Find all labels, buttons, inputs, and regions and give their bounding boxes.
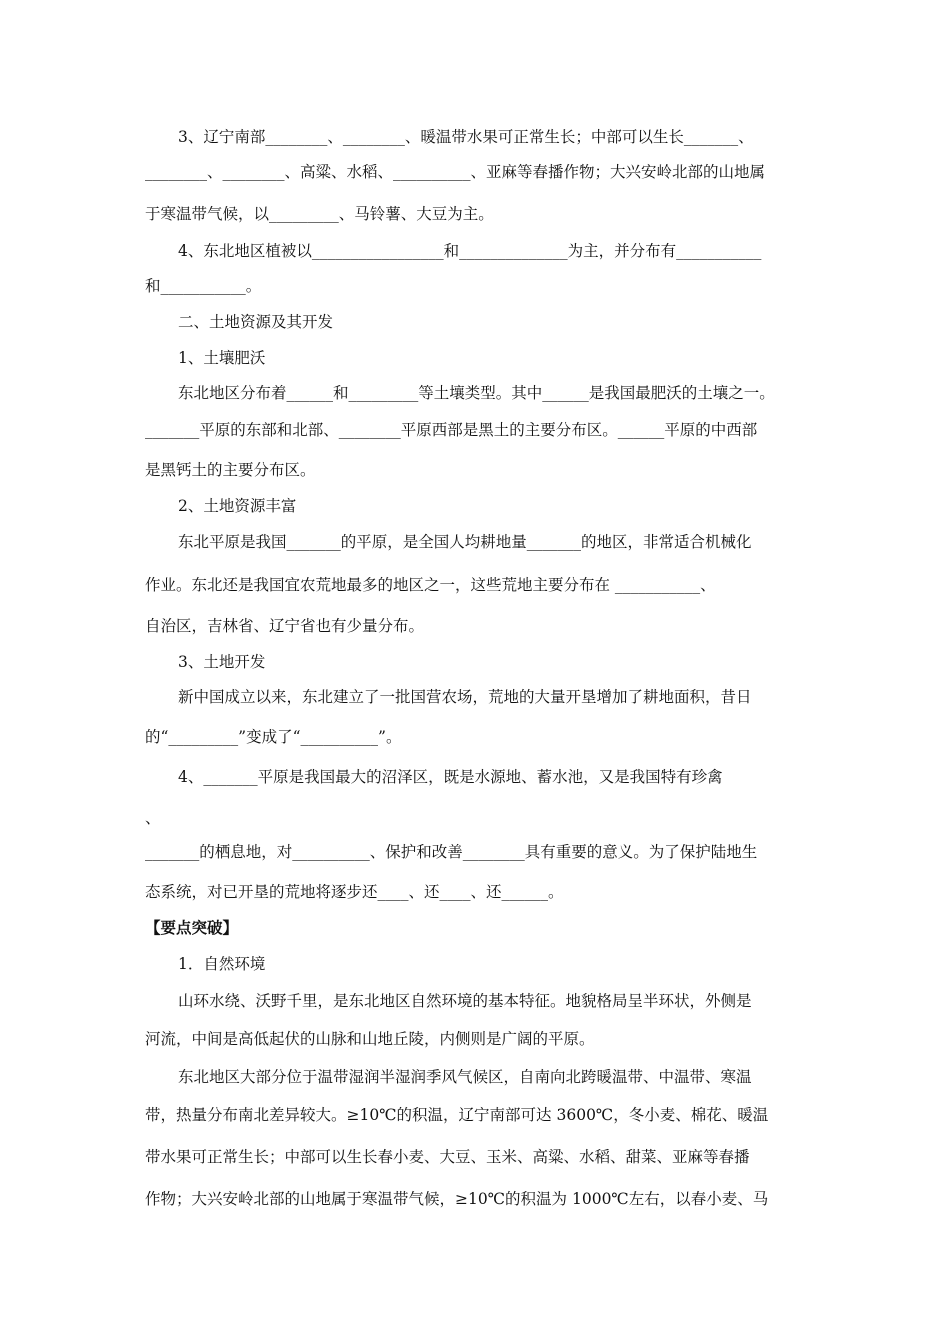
section-heading: 二、土地资源及其开发 [178,313,334,331]
text-line: 河流，中间是高低起伏的山脉和山地丘陵，内侧则是广阔的平原。 [145,1030,595,1048]
text-line: 、 [145,809,161,827]
text-line: 4、_______平原是我国最大的沼泽区，既是水源地、蓄水池，又是我国特有珍禽 [178,768,723,786]
text-line: 东北地区分布着______和_________等土壤类型。其中______是我国最肥沃的土壤之一。 [178,384,775,402]
text-line: 东北平原是我国_______的平原，是全国人均耕地量_______的地区，非常适合机械化 [178,533,752,551]
text-line: _______的栖息地，对__________、保护和改善________具有重要的意义。为了保护陆地生 [145,843,758,861]
text-line: 新中国成立以来，东北建立了一批国营农场，荒地的大量开垦增加了耕地面积，昔日 [178,688,752,706]
text-line: 4、东北地区植被以_________________和______________为主，并分布有___________ [178,242,762,260]
text-line: 作物；大兴安岭北部的山地属于寒温带气候，≥10℃的积温为 1000℃左右，以春小麦、马 [145,1190,769,1208]
text-line: 带水果可正常生长；中部可以生长春小麦、大豆、玉米、高粱、水稻、甜菜、亚麻等春播 [145,1148,750,1166]
text-line: 带，热量分布南北差异较大。≥10℃的积温，辽宁南部可达 3600℃，冬小麦、棉花、暖温 [145,1106,769,1124]
text-line: ________、________、高粱、水稻、__________、亚麻等春播作物；大兴安岭北部的山地属 [145,163,766,181]
text-line: 的“_________”变成了“__________”。 [145,728,402,746]
text-line: 于寒温带气候，以_________、马铃薯、大豆为主。 [145,205,494,223]
text-line: 是黑钙土的主要分布区。 [145,461,316,479]
text-line: 作业。东北还是我国宜农荒地最多的地区之一，这些荒地主要分布在 ___________、 [145,576,716,594]
text-line: 自治区，吉林省、辽宁省也有少量分布。 [145,617,425,635]
section-heading-key-points: 【要点突破】 [145,918,239,937]
subsection-heading: 1．自然环境 [178,955,266,973]
text-line: _______平原的东部和北部、________平原西部是黑土的主要分布区。______平原的中西部 [145,421,758,439]
text-line: 东北地区大部分位于温带湿润半湿润季风气候区，自南向北跨暖温带、中温带、寒温 [178,1068,752,1086]
text-line: 山环水绕、沃野千里，是东北地区自然环境的基本特征。地貌格局呈半环状，外侧是 [178,992,752,1010]
subsection-heading: 1、土壤肥沃 [178,349,266,367]
subsection-heading: 3、土地开发 [178,653,266,671]
text-line: 3、辽宁南部________、________、暖温带水果可正常生长；中部可以生长_______、 [178,128,754,146]
text-line: 态系统，对已开垦的荒地将逐步还____、还____、还______。 [145,883,564,901]
subsection-heading: 2、土地资源丰富 [178,497,297,515]
text-line: 和___________。 [145,277,262,295]
